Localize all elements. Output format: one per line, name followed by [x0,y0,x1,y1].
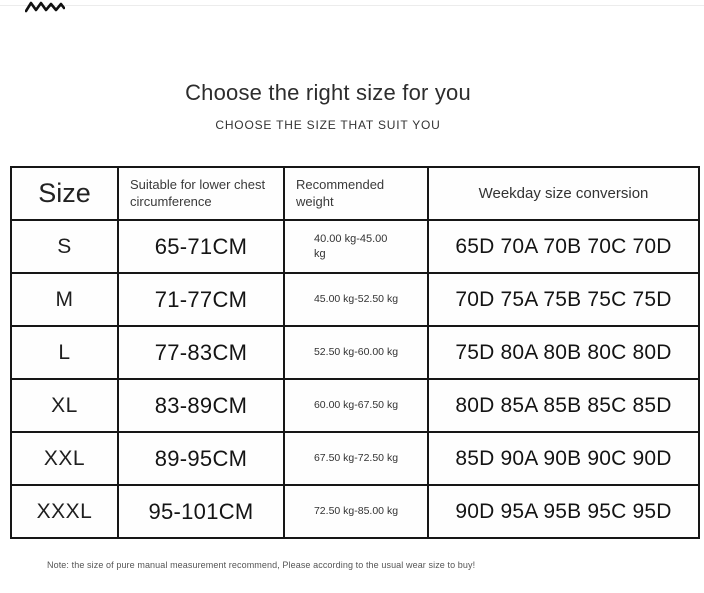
header-size: Size [11,167,118,220]
size-cell: M [11,273,118,326]
conversion-cell: 90D 95A 95B 95C 95D [428,485,699,538]
table-header-row [11,167,699,220]
chest-cell: 83-89CM [118,379,284,432]
weight-cell [284,485,428,538]
conversion-cell: 80D 85A 85B 85C 85D [428,379,699,432]
chest-cell: 65-71CM [118,220,284,273]
conversion-cell: 70D 75A 75B 75C 75D [428,273,699,326]
chest-cell: 77-83CM [118,326,284,379]
conversion-cell: 85D 90A 90B 90C 90D [428,432,699,485]
conversion-cell: 65D 70A 70B 70C 70D [428,220,699,273]
measurement-note: Note: the size of pure manual measurement recommend, Please according to the usual wear size to buy! [47,560,476,570]
chest-cell: 95-101CM [118,485,284,538]
weight-cell [284,432,428,485]
table-row [11,379,699,432]
table-row [11,432,699,485]
size-cell: XL [11,379,118,432]
weight-value: 60.00 kg-67.50 kg [313,399,399,412]
size-cell: XXXL [11,485,118,538]
header-weight: Recommended weight [284,167,428,220]
weight-value: 72.50 kg-85.00 kg [313,505,399,518]
weight-cell [284,273,428,326]
size-chart-table [10,166,700,539]
table-row [11,485,699,538]
table-row [11,326,699,379]
table-row [11,273,699,326]
size-guide-heading [0,80,656,132]
weight-cell [284,379,428,432]
size-cell: XXL [11,432,118,485]
page-subtitle: CHOOSE THE SIZE THAT SUIT YOU [215,118,441,132]
chest-cell: 71-77CM [118,273,284,326]
weight-value: 40.00 kg-45.00 kg [314,232,388,260]
weight-value: 67.50 kg-72.50 kg [313,452,399,465]
size-cell: L [11,326,118,379]
weight-cell [284,220,428,273]
ink-scribble-mark [25,1,65,13]
conversion-cell: 75D 80A 80B 80C 80D [428,326,699,379]
table-row [11,220,699,273]
weight-value: 52.50 kg-60.00 kg [313,346,399,359]
size-cell: S [11,220,118,273]
header-chest: Suitable for lower chest circumference [118,167,284,220]
weight-cell [284,326,428,379]
page-divider-line [0,5,704,6]
page-title: Choose the right size for you [185,80,471,105]
header-conversion: Weekday size conversion [428,167,699,220]
chest-cell: 89-95CM [118,432,284,485]
weight-value: 45.00 kg-52.50 kg [313,293,399,306]
